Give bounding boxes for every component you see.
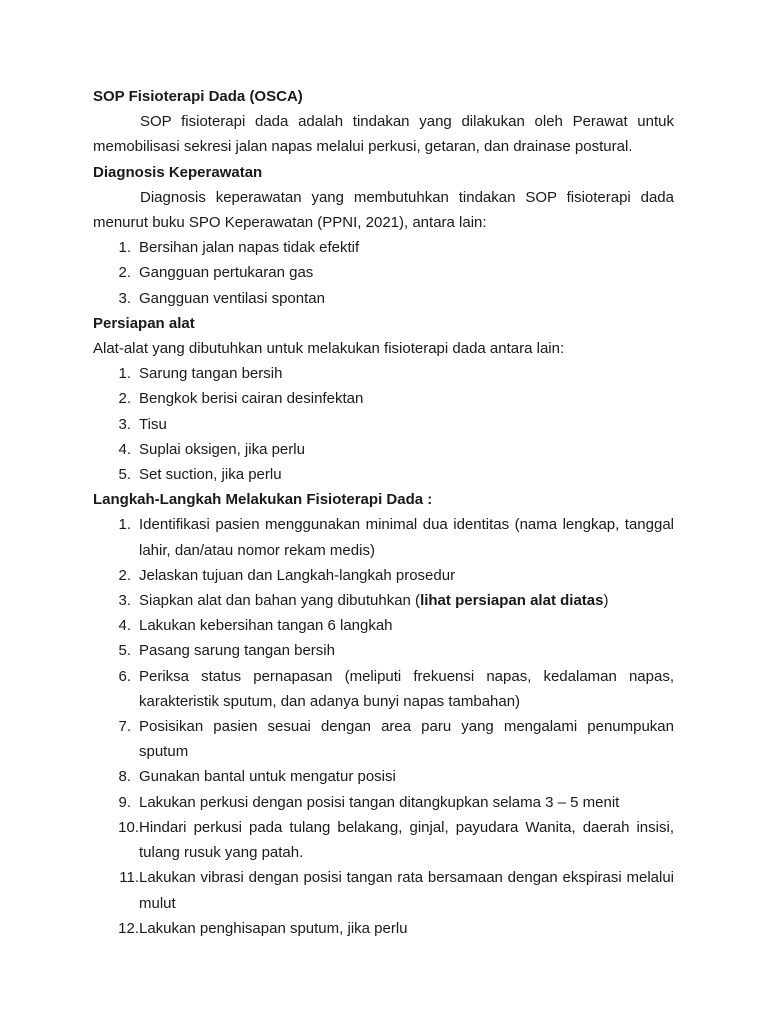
list-number: 2.	[118, 390, 131, 408]
list-text: Pasang sarung tangan bersih	[139, 642, 335, 660]
document-page	[93, 84, 674, 941]
list-item	[93, 361, 674, 386]
list-text: Lakukan penghisapan sputum, jika perlu	[139, 919, 408, 937]
list-number: 3.	[118, 415, 131, 433]
intro-paragraph: SOP fisioterapi dada adalah tindakan yang dilakukan oleh Perawat untuk memobilisasi sekresi jalan napas melalui perkusi, getaran, dan drainase postural.	[93, 113, 674, 156]
persiapan-paragraph: Alat-alat yang dibutuhkan untuk melakukan fisioterapi dada antara lain:	[93, 340, 565, 358]
list-number: 4.	[118, 617, 131, 635]
list-text: Lakukan vibrasi dengan posisi tangan rata bersamaan dengan ekspirasi melalui mulut	[139, 869, 674, 912]
list-text: Jelaskan tujuan dan Langkah-langkah prosedur	[139, 566, 456, 584]
list-item	[93, 638, 674, 663]
list-number: 2.	[118, 264, 131, 282]
list-item	[93, 588, 674, 613]
list-number: 11.	[119, 869, 139, 887]
list-number: 5.	[118, 466, 131, 484]
list-text: Siapkan alat dan bahan yang dibutuhkan (	[139, 592, 421, 610]
list-item	[93, 260, 674, 285]
list-item	[93, 235, 674, 260]
list-number: 8.	[118, 768, 131, 786]
list-item	[93, 286, 674, 311]
list-item	[93, 865, 674, 915]
list-text: Lakukan kebersihan tangan 6 langkah	[139, 617, 393, 635]
list-text: Gangguan ventilasi spontan	[139, 289, 325, 307]
list-number: 5.	[118, 642, 131, 660]
document-title: SOP Fisioterapi Dada (OSCA)	[93, 88, 303, 105]
list-number: 1.	[118, 239, 131, 257]
list-item	[93, 437, 674, 462]
list-item	[93, 790, 674, 815]
list-text: Tisu	[139, 415, 167, 433]
list-text: Hindari perkusi pada tulang belakang, ginjal, payudara Wanita, daerah insisi, tulang rusuk yang patah.	[139, 818, 674, 862]
list-text: Periksa status pernapasan (meliputi frekuensi napas, kedalaman napas, karakteristik sputum, dan adanya bunyi napas tambahan)	[139, 667, 674, 710]
diagnosis-list	[93, 235, 674, 311]
list-text: Lakukan perkusi dengan posisi tangan ditangkupkan selama 3 – 5 menit	[139, 793, 620, 811]
persiapan-heading: Persiapan alat	[93, 314, 195, 332]
list-number: 12.	[118, 919, 139, 937]
list-item	[93, 462, 674, 487]
list-item	[93, 386, 674, 411]
list-item	[93, 916, 674, 941]
list-text: Sarung tangan bersih	[139, 365, 283, 383]
list-text: Gangguan pertukaran gas	[139, 264, 314, 282]
list-item	[93, 613, 674, 638]
list-number: 1.	[118, 365, 131, 383]
list-text: Set suction, jika perlu	[139, 466, 282, 484]
list-item	[93, 714, 674, 764]
list-item	[93, 815, 674, 865]
list-number: 9.	[118, 793, 131, 811]
list-text: Bengkok berisi cairan desinfektan	[139, 390, 364, 408]
list-text: Identifikasi pasien menggunakan minimal dua identitas (nama lengkap, tanggal lahir, dan/atau nomor rekam medis)	[139, 516, 674, 559]
list-number: 1.	[118, 516, 131, 534]
list-number: 2.	[118, 566, 131, 584]
list-item	[93, 512, 674, 562]
list-number: 3.	[118, 592, 131, 610]
list-item	[93, 764, 674, 789]
list-text: Suplai oksigen, jika perlu	[139, 440, 305, 458]
list-text: Posisikan pasien sesuai dengan area paru yang mengalami penumpukan sputum	[139, 718, 674, 761]
list-number: 10.	[118, 818, 139, 836]
list-number: 7.	[118, 718, 131, 736]
list-number: 6.	[118, 667, 131, 685]
list-text-after: )	[603, 592, 609, 610]
list-text: Bersihan jalan napas tidak efektif	[139, 239, 360, 257]
diagnosis-heading: Diagnosis Keperawatan	[93, 163, 263, 181]
list-item	[93, 664, 674, 714]
persiapan-list	[93, 361, 674, 487]
list-item	[93, 563, 674, 588]
diagnosis-paragraph: Diagnosis keperawatan yang membutuhkan tindakan SOP fisioterapi dada menurut buku SPO Keperawatan (PPNI, 2021), antara lain:	[93, 188, 674, 232]
list-item	[93, 412, 674, 437]
langkah-heading: Langkah-Langkah Melakukan Fisioterapi Dada :	[93, 491, 433, 509]
list-number: 4.	[118, 440, 131, 458]
langkah-list	[93, 512, 674, 940]
list-text: Gunakan bantal untuk mengatur posisi	[139, 768, 396, 786]
list-number: 3.	[118, 289, 131, 307]
list-text-bold: lihat persiapan alat diatas	[420, 592, 604, 610]
